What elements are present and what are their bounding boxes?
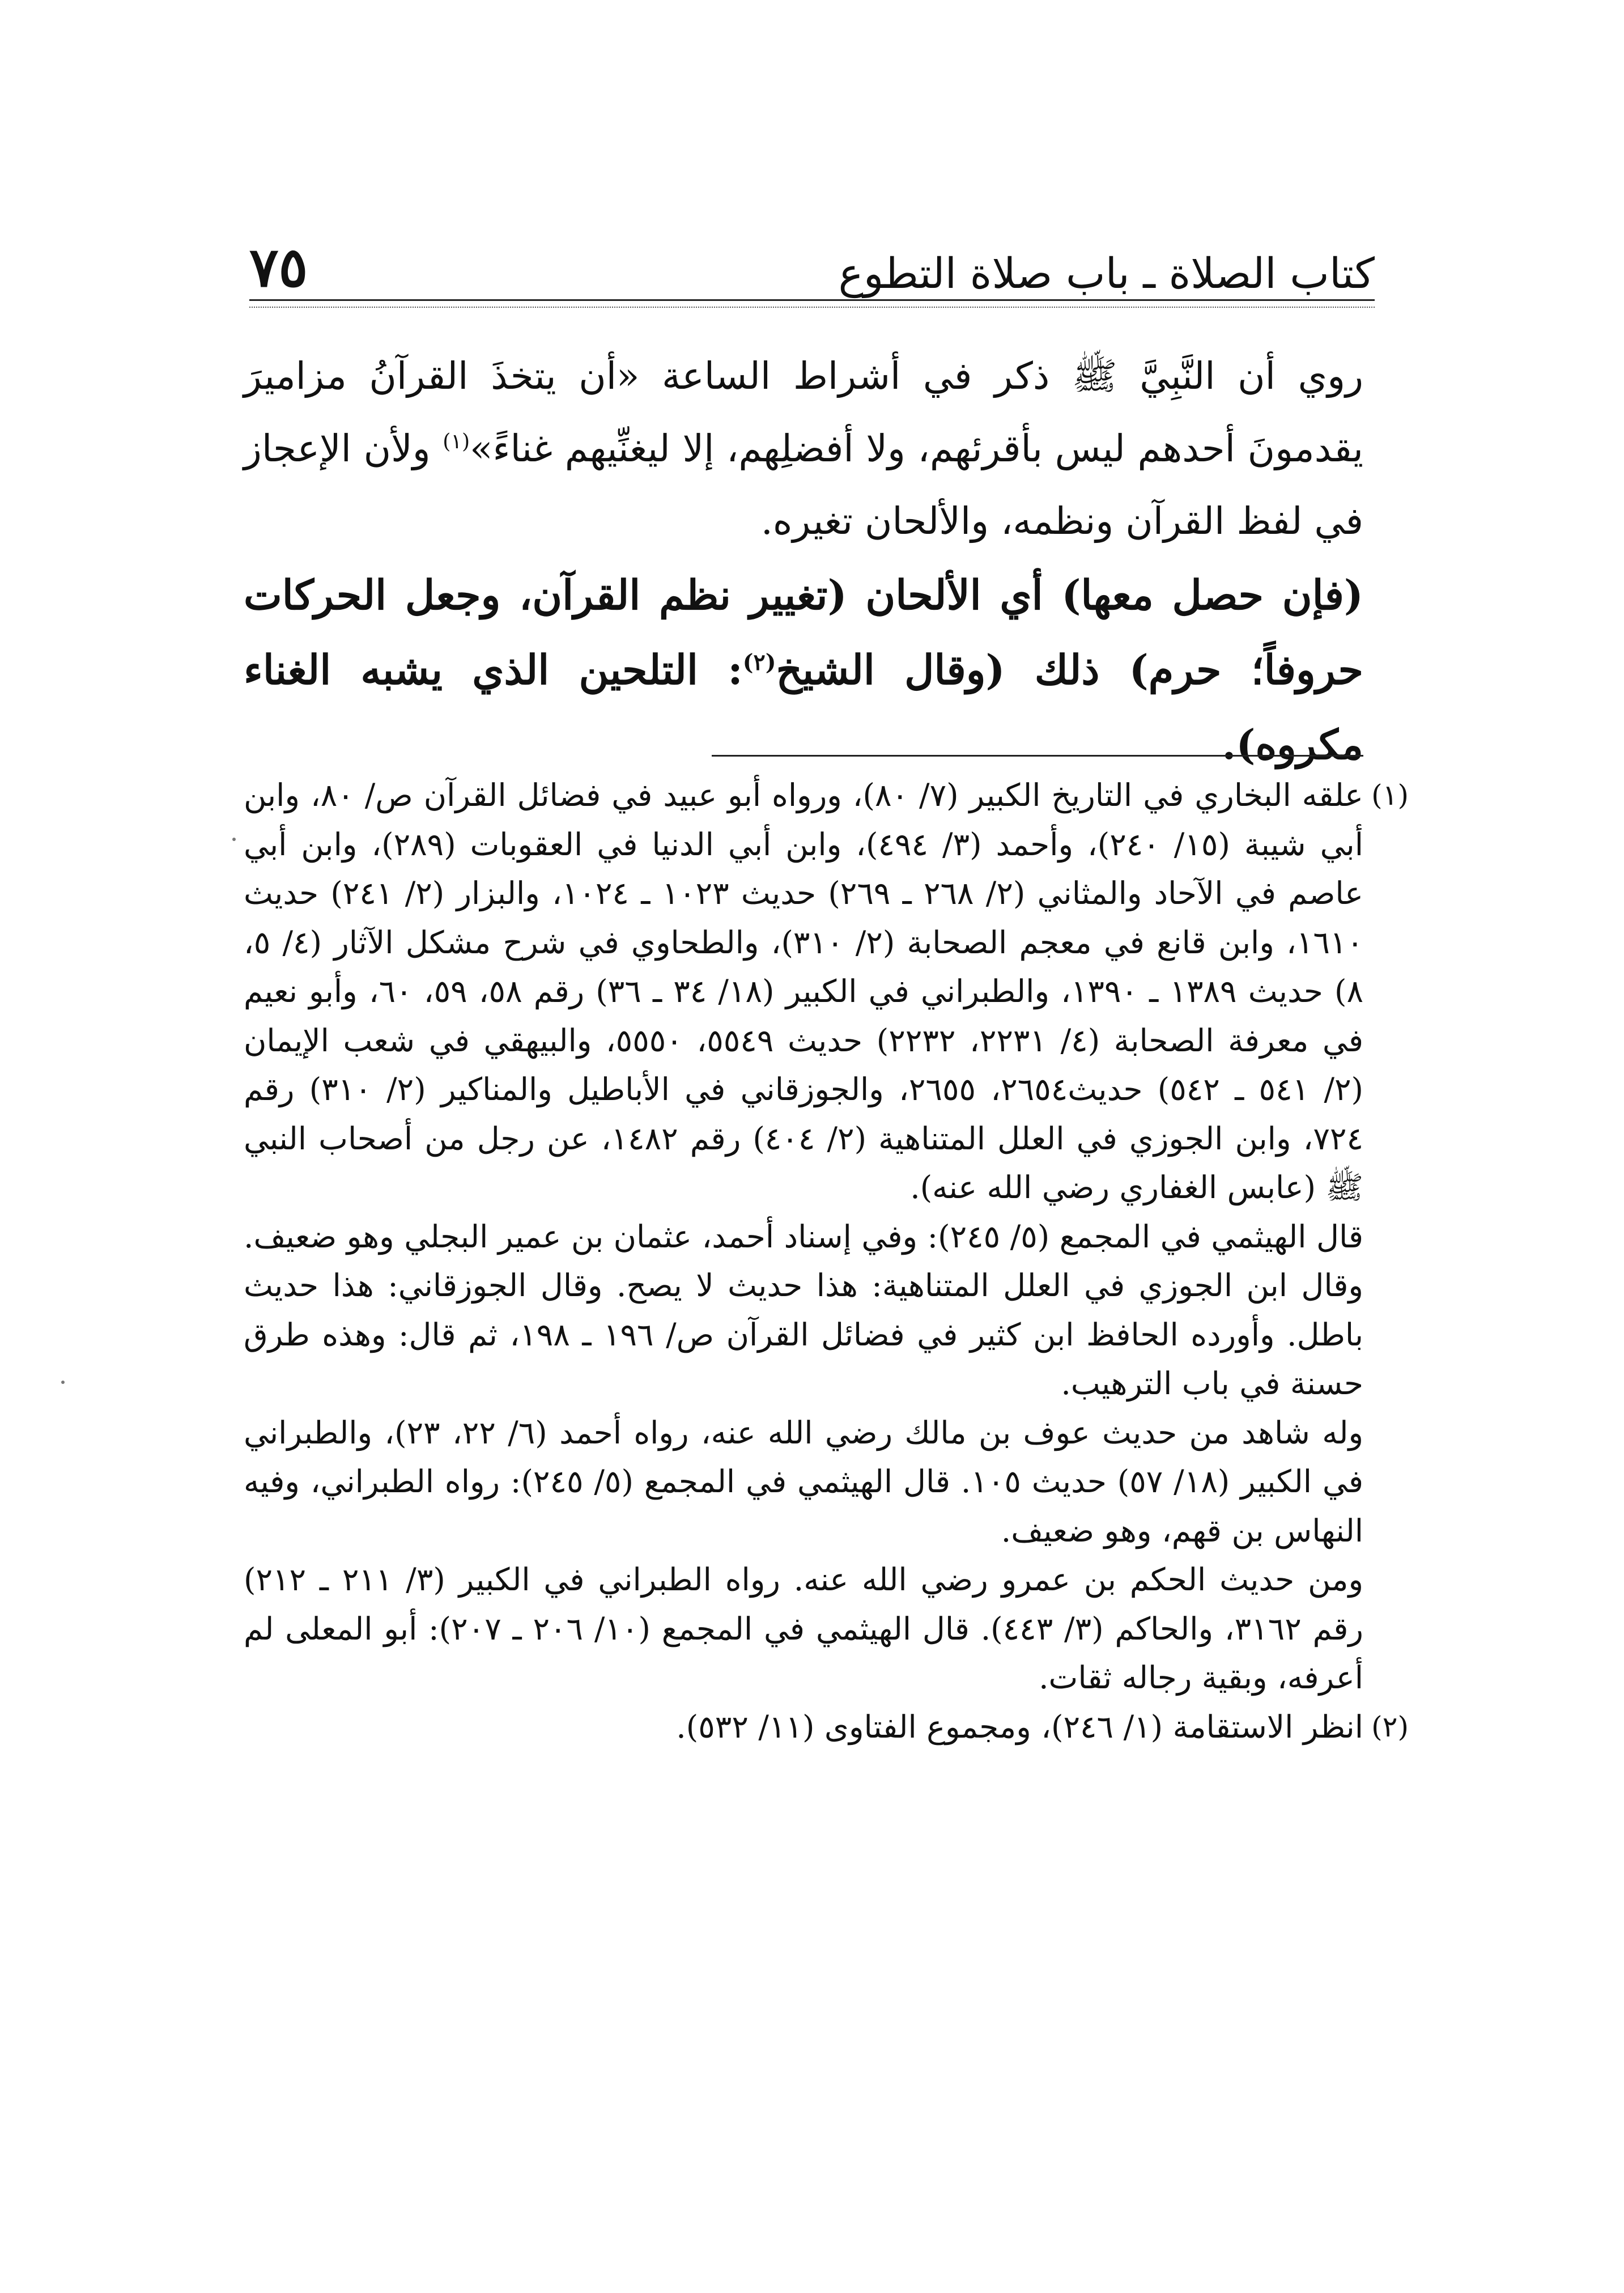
footnote-1-paragraph-1: علقه البخاري في التاريخ الكبير (٧/ ٨٠)، ورواه أبو عبيد في فضائل القرآن ص/ ٨٠، وابن أبي شيبة (١٥/ ٢٤٠)، وأحمد (٣/ ٤٩٤)، وابن أبي الدنيا في العقوبات (٢٨٩)، وابن أبي عاصم في الآحاد والمثاني (٢/ ٢٦٨ ـ ٢٦٩) حديث ١٠٢٣ ـ ١٠٢٤، والبزار (٢/ ٢٤١) حديث ١٦١٠، وابن قانع في معجم الصحابة (٢/ ٣١٠)، والطحاوي في شرح مشكل الآثار (٤/ ٥، ٨) حديث ١٣٨٩ ـ ١٣٩٠، والطبراني في الكبير (١٨/ ٣٤ ـ ٣٦) رقم ٥٨، ٥٩، ٦٠، وأبو نعيم في معرفة الصحابة (٤/ ٢٢٣١، ٢٢٣٢) حديث ٥٥٤٩، ٥٥٥٠، والبيهقي في شعب الإيمان (٢/ ٥٤١ ـ ٥٤٢) حديث٢٦٥٤، ٢٦٥٥، والجوزقاني في الأباطيل والمناكير (٢/ ٣١٠) رقم ٧٢٤، وابن الجوزي في العلل المتناهية (٢/ ٤٠٤) رقم ١٤٨٢، عن رجل من أصحاب النبي ﷺ (عابس الغفاري رضي الله عنه). [244, 777, 1364, 1205]
main-paragraph-2 [244, 558, 1363, 782]
scan-speck [232, 838, 236, 841]
footnotes [244, 771, 1409, 1751]
main-paragraph-1 [244, 340, 1363, 558]
scan-speck [61, 1381, 65, 1384]
page-number: ٧٥ [249, 235, 308, 299]
main-text [244, 340, 1363, 782]
footnote-1-body [244, 771, 1363, 1702]
footnote-2-paragraph-1: انظر الاستقامة (١/ ٢٤٦)، ومجموع الفتاوى (١١/ ٥٣٢). [676, 1708, 1363, 1745]
header-title: كتاب الصلاة ـ باب صلاة التطوع [838, 249, 1375, 298]
footnote-1-paragraph-3: وله شاهد من حديث عوف بن مالك رضي الله عنه، رواه أحمد (٦/ ٢٢، ٢٣)، والطبراني في الكبير (١٨/ ٥٧) حديث ١٠٥. قال الهيثمي في المجمع (٥/ ٢٤٥): رواه الطبراني، وفيه النهاس بن قهم، وهو ضعيف. [244, 1414, 1364, 1549]
main-paragraph-2-text: (فإن حصل معها) أي الألحان (تغيير نظم القرآن، وجعل الحركات حروفاً؛ حرم) ذلك (وقال الشيخ [244, 571, 1363, 694]
footnote-ref-1: (١) [443, 429, 470, 453]
footnote-2-number: (٢) [1371, 1710, 1409, 1743]
footnote-1-paragraph-2: قال الهيثمي في المجمع (٥/ ٢٤٥): وفي إسناد أحمد، عثمان بن عمير البجلي وهو ضعيف. وقال ابن الجوزي في العلل المتناهية: هذا حديث لا يصح. وقال الجوزقاني: هذا حديث باطل. وأورده الحافظ ابن كثير في فضائل القرآن ص/ ١٩٦ ـ ١٩٨، ثم قال: وهذه طرق حسنة في باب الترهيب. [244, 1218, 1363, 1402]
main-paragraph-1-text: روي أن النَّبِيَّ ﷺ ذكر في أشراط الساعة «أن يتخذَ القرآنُ مزاميرَ يقدمونَ أحدهم ليس بأقرئهم، ولا أفضلِهم، إلا ليغنِّيهم غناءً» [244, 354, 1363, 470]
footnote-separator [712, 755, 1363, 757]
footnote-1-paragraph-4: ومن حديث الحكم بن عمرو رضي الله عنه. رواه الطبراني في الكبير (٣/ ٢١١ ـ ٢١٢) رقم ٣١٦٢، والحاكم (٣/ ٤٤٣). قال الهيثمي في المجمع (١٠/ ٢٠٦ ـ ٢٠٧): أبو المعلى لم أعرفه، وبقية رجاله ثقات. [244, 1561, 1364, 1696]
main-paragraph-2-tail: : التلحين الذي يشبه الغناء مكروه). [244, 646, 1363, 768]
footnote-ref-2: (٢) [742, 649, 776, 676]
header-divider [249, 299, 1375, 308]
footnote-2-body [244, 1702, 1363, 1752]
footnote-1 [244, 771, 1409, 1702]
running-header [249, 232, 1375, 299]
footnote-2 [244, 1702, 1409, 1752]
main-paragraph-1-tail: ولأن الإعجاز في لفظ القرآن ونظمه، والألحان تغيره. [244, 427, 1363, 543]
footnote-1-number: (١) [1371, 779, 1409, 812]
